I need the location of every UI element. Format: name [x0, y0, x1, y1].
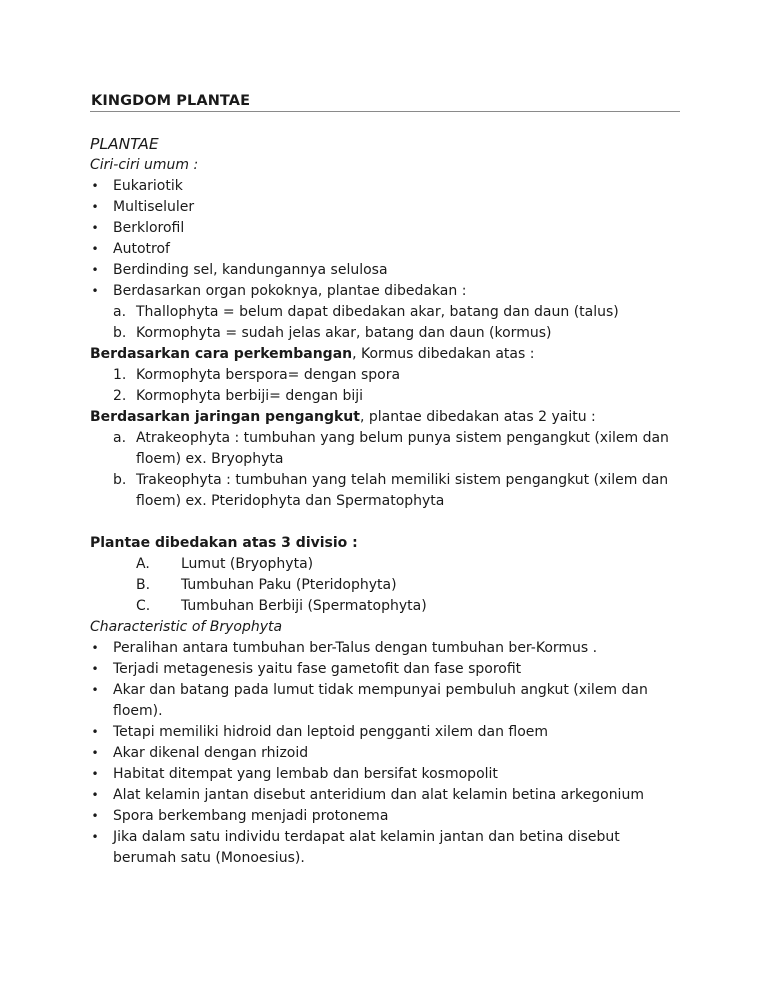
list-item: [90, 659, 690, 680]
list-item-text: Alat kelamin jantan disebut anteridium dan alat kelamin betina arkegonium: [113, 787, 644, 803]
list-item: [90, 785, 690, 806]
list-marker: B.: [136, 577, 151, 593]
title-underline: [90, 111, 680, 112]
division-item-text: Tumbuhan Berbiji (Spermatophyta): [181, 598, 427, 614]
sub-list-item: [90, 428, 690, 449]
bullet-icon: •: [91, 263, 99, 277]
list-item: [90, 281, 690, 302]
list-item-text: Akar dan batang pada lumut tidak mempunyai pembuluh angkut (xilem dan: [113, 682, 648, 698]
bullet-icon: •: [91, 809, 99, 823]
bullet-icon: •: [91, 242, 99, 256]
bullet-icon: •: [91, 746, 99, 760]
sub-list-item-text: Thallophyta = belum dapat dibedakan akar, batang dan daun (talus): [136, 304, 619, 320]
bullet-icon: •: [91, 200, 99, 214]
list-item: [90, 680, 690, 701]
sub-list-item: [90, 470, 690, 491]
sub-list-item-continuation: floem) ex. Bryophyta: [136, 451, 284, 467]
list-item: [90, 722, 690, 743]
bullet-icon: •: [91, 179, 99, 193]
bryophyta-heading: Characteristic of Bryophyta: [90, 619, 283, 635]
sub-list-item-text: Kormophyta = sudah jelas akar, batang dan daun (kormus): [136, 325, 552, 341]
division-item-text: Lumut (Bryophyta): [181, 556, 314, 572]
list-item: [90, 764, 690, 785]
list-item-text: Akar dikenal dengan rhizoid: [113, 745, 309, 761]
bullet-icon: •: [91, 662, 99, 676]
list-marker: b.: [113, 472, 127, 488]
bullet-icon: •: [91, 641, 99, 655]
reproduction-heading-bold: Berdasarkan cara perkembangan: [90, 346, 353, 362]
division-item: [90, 575, 690, 596]
sub-list-item: [90, 302, 690, 323]
list-marker: b.: [113, 325, 127, 341]
list-item: [90, 743, 690, 764]
bullet-icon: •: [91, 725, 99, 739]
list-item-text: Spora berkembang menjadi protonema: [113, 808, 389, 824]
document-body: [90, 134, 690, 869]
division-item: [90, 554, 690, 575]
list-item-text: Berdinding sel, kandungannya selulosa: [113, 262, 388, 278]
sub-list-item-text: Trakeophyta : tumbuhan yang telah memiliki sistem pengangkut (xilem dan: [136, 472, 669, 488]
list-item: [90, 260, 690, 281]
list-marker: 2.: [113, 388, 127, 404]
division-item-text: Tumbuhan Paku (Pteridophyta): [181, 577, 397, 593]
list-item: [90, 218, 690, 239]
list-item-text: Peralihan antara tumbuhan ber-Talus dengan tumbuhan ber-Kormus .: [113, 640, 598, 656]
list-item: [90, 176, 690, 197]
reproduction-heading-rest: , Kormus dibedakan atas :: [352, 346, 535, 362]
transport-heading-rest: , plantae dibedakan atas 2 yaitu :: [359, 409, 596, 425]
list-item: [90, 197, 690, 218]
list-item-continuation: berumah satu (Monoesius).: [113, 850, 305, 866]
transport-heading-bold: Berdasarkan jaringan pengangkut: [90, 409, 360, 425]
bullet-icon: •: [91, 221, 99, 235]
bullet-icon: •: [91, 284, 99, 298]
bullet-icon: •: [91, 788, 99, 802]
transport-heading: [90, 407, 690, 428]
bullet-icon: •: [91, 767, 99, 781]
sub-list-item-text: Atrakeophyta : tumbuhan yang belum punya sistem pengangkut (xilem dan: [136, 430, 669, 446]
bullet-icon: •: [91, 683, 99, 697]
list-item: [90, 827, 690, 848]
document-title: KINGDOM PLANTAE: [91, 93, 251, 109]
list-marker: 1.: [113, 367, 127, 383]
list-item-text: Habitat ditempat yang lembab dan bersifat kosmopolit: [113, 766, 498, 782]
list-item-text: Eukariotik: [113, 178, 183, 194]
section-subheading: Ciri-ciri umum :: [90, 157, 199, 173]
numbered-item: [90, 365, 690, 386]
bullet-icon: •: [91, 830, 99, 844]
division-item: [90, 596, 690, 617]
divisio-heading-text: Plantae dibedakan atas 3 divisio :: [90, 535, 358, 551]
list-item-text: Tetapi memiliki hidroid dan leptoid pengganti xilem dan floem: [113, 724, 549, 740]
list-item: [90, 638, 690, 659]
list-marker: C.: [136, 598, 151, 614]
list-item-text: Berdasarkan organ pokoknya, plantae dibedakan :: [113, 283, 467, 299]
list-item-continuation: floem).: [113, 703, 163, 719]
list-marker: a.: [113, 304, 127, 320]
list-item-text: Jika dalam satu individu terdapat alat kelamin jantan dan betina disebut: [113, 829, 620, 845]
list-item-text: Berklorofil: [113, 220, 185, 236]
sub-list-item-continuation: floem) ex. Pteridophyta dan Spermatophyta: [136, 493, 445, 509]
list-item-text: Terjadi metagenesis yaitu fase gametofit dan fase sporofit: [113, 661, 522, 677]
list-item: [90, 239, 690, 260]
list-marker: A.: [136, 556, 150, 572]
list-item-text: Autotrof: [113, 241, 170, 257]
list-item-text: Multiseluler: [113, 199, 195, 215]
divisio-heading: [90, 533, 690, 554]
section-heading: PLANTAE: [90, 135, 159, 153]
sub-list-item: [90, 323, 690, 344]
list-item: [90, 806, 690, 827]
blank-line: [90, 512, 690, 533]
list-marker: a.: [113, 430, 127, 446]
numbered-item-text: Kormophyta berbiji= dengan biji: [136, 388, 364, 404]
reproduction-heading: [90, 344, 690, 365]
numbered-item: [90, 386, 690, 407]
numbered-item-text: Kormophyta berspora= dengan spora: [136, 367, 401, 383]
